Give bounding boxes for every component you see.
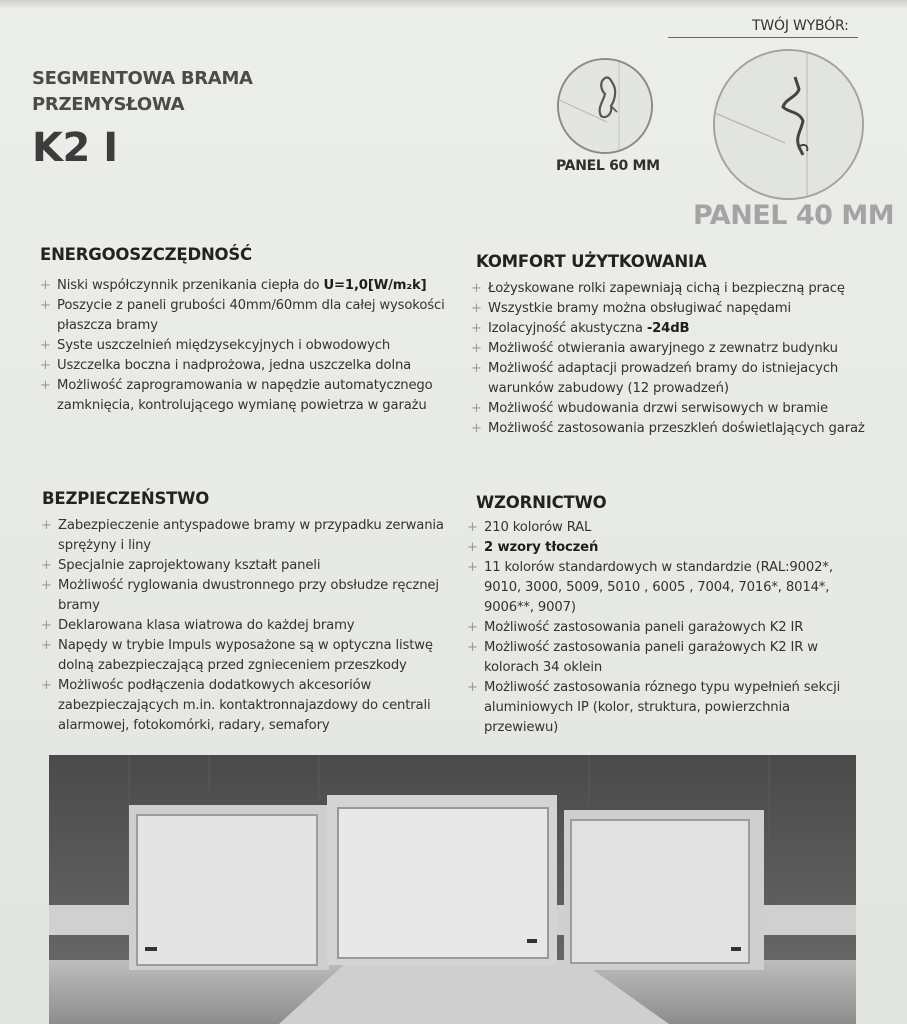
feature-text: Łożyskowane rolki zapewniają cichą i bezpieczną pracę (488, 281, 845, 296)
choice-label: TWÓJ WYBÓR: (752, 18, 849, 34)
feature-text: Deklarowana klasa wiatrowa do każdej bramy (58, 618, 355, 633)
page-top-edge (0, 0, 907, 8)
plus-bullet-icon: + (467, 640, 478, 655)
plus-bullet-icon: + (471, 401, 482, 416)
choice-underline (668, 37, 858, 38)
feature-text: Uszczelka boczna i nadprożowa, jedna uszczelka dolna (57, 358, 412, 373)
section-title-design: WZORNICTWO (476, 493, 607, 512)
feature-text: Specjalnie zaprojektowany kształt paneli (58, 558, 321, 573)
design-feature-item (467, 678, 867, 738)
plus-bullet-icon: + (40, 358, 51, 373)
safety-feature-list (41, 516, 466, 736)
comfort-feature-list (471, 279, 876, 439)
energy-feature-item (40, 276, 460, 296)
feature-text: 11 kolorów standardowych w standardzie (RAL:9002*, 9010, 3000, 5009, 5010 , 6005 , 7004, 7016*, 8014*, 9006**, 9007) (484, 560, 833, 615)
feature-text: Niski współczynnik przenikania ciepła do (57, 278, 324, 293)
safety-feature-item (41, 676, 466, 736)
feature-text: Zabezpieczenie antyspadowe bramy w przypadku zerwania sprężyny i liny (58, 518, 444, 553)
plus-bullet-icon: + (40, 298, 51, 313)
comfort-feature-item (471, 359, 876, 399)
feature-text: 210 kolorów RAL (484, 520, 592, 535)
feature-text: Syste uszczelnień międzysekcyjnych i obwodowych (57, 338, 391, 353)
panel-60-cross-section-image (557, 58, 653, 154)
safety-feature-item (41, 556, 466, 576)
plus-bullet-icon: + (471, 321, 482, 336)
safety-feature-item (41, 636, 466, 676)
design-feature-item (467, 618, 867, 638)
plus-bullet-icon: + (467, 540, 478, 555)
feature-text: Możliwość zaprogramowania w napędzie automatycznego zamknięcia, kontrolującego wymianę powietrza w garażu (57, 378, 433, 413)
industrial-doors-photo (49, 755, 856, 1024)
comfort-feature-item (471, 399, 876, 419)
plus-bullet-icon: + (41, 638, 52, 653)
design-feature-item (467, 538, 867, 558)
feature-text: Możliwość zastosowania paneli garażowych K2 IR (484, 620, 804, 635)
plus-bullet-icon: + (471, 361, 482, 376)
safety-feature-item (41, 616, 466, 636)
feature-highlight: -24dB (646, 321, 690, 336)
panel-60-profile-drawing (559, 60, 651, 152)
panel-40-label: PANEL 40 MM (693, 200, 895, 231)
panel-40-cross-section-image (713, 49, 864, 200)
energy-feature-item (40, 356, 460, 376)
plus-bullet-icon: + (41, 578, 52, 593)
plus-bullet-icon: + (471, 281, 482, 296)
product-subtitle-line2: PRZEMYSŁOWA (32, 94, 185, 115)
safety-feature-item (41, 576, 466, 616)
plus-bullet-icon: + (40, 378, 51, 393)
design-feature-item (467, 518, 867, 538)
product-subtitle-line1: SEGMENTOWA BRAMA (32, 68, 253, 89)
feature-highlight: U=1,0[W/m₂k] (323, 278, 427, 293)
comfort-feature-item (471, 419, 876, 439)
comfort-feature-item (471, 319, 876, 339)
comfort-feature-item (471, 279, 876, 299)
panel-40-profile-drawing (715, 51, 862, 198)
feature-text: Poszycie z paneli grubości 40mm/60mm dla całej wysokości płaszcza bramy (57, 298, 445, 333)
section-title-energy: ENERGOOSZCZĘDNOŚĆ (40, 245, 252, 264)
plus-bullet-icon: + (41, 678, 52, 693)
feature-text: Izolacyjność akustyczna (488, 321, 647, 336)
feature-highlight: 2 wzory tłoczeń (484, 540, 599, 555)
comfort-feature-item (471, 299, 876, 319)
plus-bullet-icon: + (471, 301, 482, 316)
energy-feature-item (40, 376, 460, 416)
feature-text: Możliwość zastosowania paneli garażowych K2 IR w kolorach 34 oklein (484, 640, 818, 675)
plus-bullet-icon: + (467, 620, 478, 635)
plus-bullet-icon: + (40, 338, 51, 353)
design-feature-item (467, 638, 867, 678)
plus-bullet-icon: + (467, 680, 478, 695)
plus-bullet-icon: + (41, 518, 52, 533)
product-name: K2 I (32, 125, 118, 171)
comfort-feature-item (471, 339, 876, 359)
plus-bullet-icon: + (471, 421, 482, 436)
product-subtitle (32, 66, 253, 118)
feature-text: Możliwość otwierania awaryjnego z zewnatrz budynku (488, 341, 838, 356)
feature-text: Możliwośc podłączenia dodatkowych akcesoriów zabezpieczających m.in. kontaktronnajazdowy do centrali alarmowej, fotokomórki, radary, semafory (58, 678, 431, 733)
safety-feature-item (41, 516, 466, 556)
plus-bullet-icon: + (40, 278, 51, 293)
panel-60-label: PANEL 60 MM (556, 158, 660, 174)
feature-text: Możliwość ryglowania dwustronnego przy obsłudze ręcznej bramy (58, 578, 439, 613)
feature-text: Możliwość zastosowania przeszkleń doświetlających garaż (488, 421, 865, 436)
design-feature-list (467, 518, 867, 738)
feature-text: Wszystkie bramy można obsługiwać napędami (488, 301, 791, 316)
feature-text: Możliwość adaptacji prowadzeń bramy do istniejacych warunków zabudowy (12 prowadzeń) (488, 361, 839, 396)
plus-bullet-icon: + (41, 558, 52, 573)
design-feature-item (467, 558, 867, 618)
section-title-safety: BEZPIECZEŃSTWO (42, 489, 210, 508)
doors-illustration (49, 755, 856, 1024)
plus-bullet-icon: + (467, 520, 478, 535)
feature-text: Napędy w trybie Impuls wyposażone są w optyczna listwę dolną zabezpieczającą przed zgnieceniem przeszkody (58, 638, 433, 673)
plus-bullet-icon: + (471, 341, 482, 356)
energy-feature-list (40, 276, 460, 416)
energy-feature-item (40, 336, 460, 356)
energy-feature-item (40, 296, 460, 336)
feature-text: Możliwość wbudowania drzwi serwisowych w bramie (488, 401, 828, 416)
feature-text: Możliwość zastosowania róznego typu wypełnień sekcji aluminiowych IP (kolor, struktura, powierzchnia przewiewu) (484, 680, 841, 735)
plus-bullet-icon: + (41, 618, 52, 633)
plus-bullet-icon: + (467, 560, 478, 575)
section-title-comfort: KOMFORT UŻYTKOWANIA (476, 252, 707, 271)
